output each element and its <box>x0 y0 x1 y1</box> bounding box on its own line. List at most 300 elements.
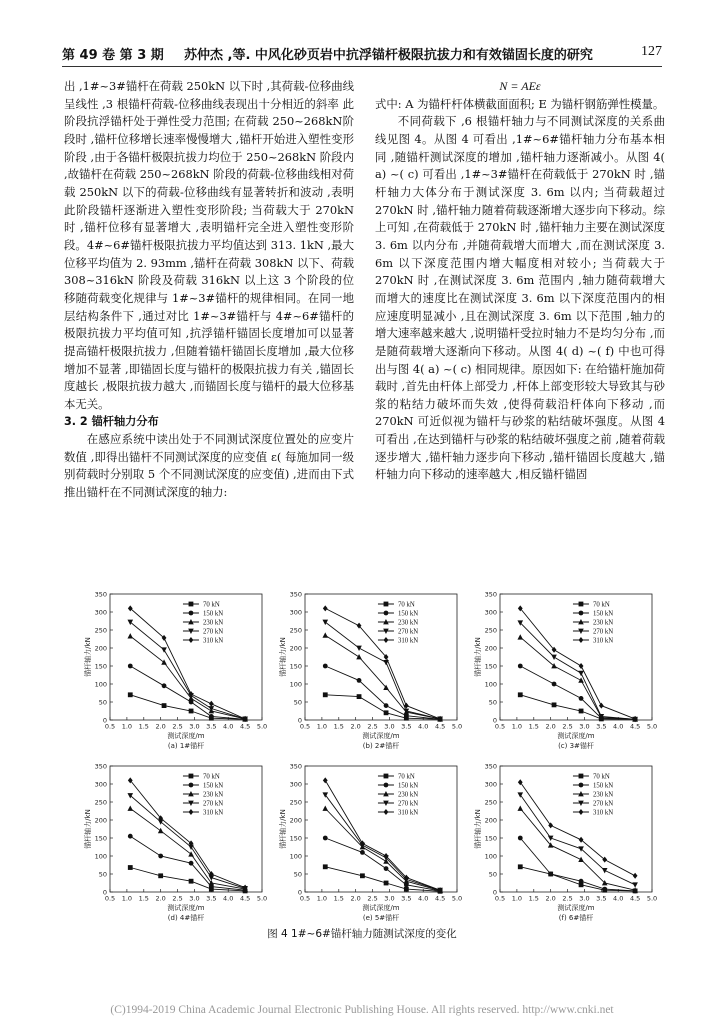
section-heading-3-2: 3. 2 锚杆轴力分布 <box>64 415 159 429</box>
legend-entry: 230 kN <box>202 791 224 799</box>
series-270kn <box>517 792 637 887</box>
data-point <box>323 864 328 869</box>
series-270kn <box>517 620 637 722</box>
legend-entry: 230 kN <box>397 791 419 799</box>
data-point <box>599 703 604 709</box>
y-tick-label: 150 <box>289 662 302 671</box>
chart-svg-4 <box>80 760 270 928</box>
data-point <box>579 709 584 714</box>
legend-marker <box>189 602 194 607</box>
legend-marker <box>579 783 584 788</box>
series-310kn <box>323 605 443 722</box>
series-line <box>520 666 635 719</box>
subfigure-caption: (d) 4#锚杆 <box>167 914 205 922</box>
running-header <box>62 44 662 66</box>
data-point <box>323 605 328 611</box>
y-tick-label: 100 <box>289 852 302 861</box>
y-tick-label: 350 <box>484 762 497 771</box>
y-tick-label: 200 <box>484 816 497 825</box>
legend-entry: 310 kN <box>397 809 419 817</box>
x-tick-label: 3.0 <box>189 722 200 731</box>
copyright-footer: (C)1994-2019 China Academic Journal Electronic Publishing House. All rights reserved. http://www.cnki.net <box>110 1004 614 1016</box>
series-230kn <box>517 805 637 892</box>
y-tick-label: 150 <box>94 834 107 843</box>
x-tick-label: 1.5 <box>528 894 539 903</box>
data-point <box>128 605 133 611</box>
data-point <box>158 828 164 833</box>
x-tick-label: 0.5 <box>299 722 311 731</box>
x-axis-label: 测试深度/m <box>557 732 595 740</box>
legend-entry: 230 kN <box>592 619 614 627</box>
legend-entry: 150 kN <box>202 610 224 618</box>
data-point <box>356 646 362 651</box>
series-line <box>130 619 245 719</box>
series-line <box>130 868 245 891</box>
data-point <box>128 834 133 839</box>
y-tick-label: 50 <box>293 698 302 707</box>
x-tick-label: 1.5 <box>528 722 539 731</box>
legend-marker <box>189 611 194 616</box>
y-axis-label: 锚杆轴力/kN <box>279 637 287 677</box>
legend-entry: 270 kN <box>202 800 224 808</box>
x-tick-label: 3.5 <box>206 722 217 731</box>
series-230kn <box>322 632 442 721</box>
series-line <box>520 695 635 720</box>
data-point <box>158 873 163 878</box>
x-tick-label: 1.0 <box>511 894 523 903</box>
x-tick-label: 2.5 <box>562 894 573 903</box>
data-point <box>360 850 365 855</box>
x-tick-label: 2.5 <box>562 722 573 731</box>
x-tick-label: 0.5 <box>299 894 311 903</box>
data-point <box>322 805 328 810</box>
series-150kn <box>128 664 248 722</box>
legend-entry: 270 kN <box>397 800 419 808</box>
data-point <box>158 854 163 859</box>
chart-svg-6 <box>470 760 660 928</box>
x-tick-label: 3.5 <box>401 722 412 731</box>
data-point <box>579 879 584 884</box>
x-tick-label: 5.0 <box>451 894 463 903</box>
legend-entry: 70 kN <box>202 601 220 609</box>
legend-marker <box>189 783 194 788</box>
x-tick-label: 0.5 <box>494 722 506 731</box>
series-line <box>520 623 635 720</box>
x-tick-label: 1.0 <box>121 722 133 731</box>
series-line <box>130 695 245 720</box>
legend-entry: 310 kN <box>397 637 419 645</box>
series-line <box>520 867 635 891</box>
series-line <box>325 666 440 719</box>
page-number: 127 <box>641 44 662 59</box>
series-line <box>325 838 440 891</box>
legend-marker <box>384 809 389 815</box>
left-paragraph-2: 在感应系统中读出处于不同测试深度位置处的应变片数值 ,即得出锚杆不同测试深度的应变值 ε( 每施加同一级别荷载时分别取 5 个不同测试深度的应变值) ,进而由下式推出锚杆在不同测试深度的轴力: <box>64 432 354 500</box>
legend-entry: 70 kN <box>592 773 610 781</box>
data-point <box>517 805 523 810</box>
y-tick-label: 200 <box>289 644 302 653</box>
series-70kn <box>323 864 443 893</box>
y-tick-label: 200 <box>94 816 107 825</box>
data-point <box>404 887 409 892</box>
right-column <box>375 78 665 484</box>
legend-entry: 70 kN <box>202 773 220 781</box>
data-point <box>161 659 167 664</box>
legend-marker <box>189 637 194 643</box>
data-point <box>189 879 194 884</box>
data-point <box>322 632 328 637</box>
legend-entry: 70 kN <box>397 601 415 609</box>
data-point <box>602 868 608 873</box>
y-tick-label: 100 <box>289 680 302 689</box>
data-point <box>357 678 362 683</box>
series-line <box>130 796 245 889</box>
x-tick-label: 3.5 <box>596 722 607 731</box>
data-point <box>128 664 133 669</box>
data-point <box>323 836 328 841</box>
series-line <box>130 636 245 719</box>
x-tick-label: 4.0 <box>223 894 234 903</box>
y-tick-label: 300 <box>484 608 497 617</box>
y-tick-label: 250 <box>289 798 302 807</box>
data-point <box>632 882 638 887</box>
y-axis-label: 锚杆轴力/kN <box>279 809 287 849</box>
legend-entry: 230 kN <box>397 619 419 627</box>
legend-entry: 310 kN <box>202 809 224 817</box>
subfigure-caption: (e) 5#锚杆 <box>362 914 400 922</box>
legend-marker <box>384 783 389 788</box>
y-tick-label: 250 <box>94 626 107 635</box>
series-270kn <box>322 792 442 893</box>
x-tick-label: 1.5 <box>333 722 344 731</box>
y-tick-label: 150 <box>94 662 107 671</box>
x-tick-label: 4.5 <box>434 894 446 903</box>
y-tick-label: 200 <box>94 644 107 653</box>
data-point <box>162 703 167 708</box>
y-axis-label: 锚杆轴力/kN <box>474 637 482 677</box>
x-tick-label: 2.5 <box>172 722 183 731</box>
legend-entry: 150 kN <box>592 782 614 790</box>
legend-entry: 270 kN <box>592 628 614 636</box>
series-line <box>325 635 440 719</box>
legend-entry: 230 kN <box>202 619 224 627</box>
y-tick-label: 350 <box>289 590 302 599</box>
x-tick-label: 5.0 <box>256 894 268 903</box>
y-tick-label: 300 <box>289 780 302 789</box>
x-tick-label: 3.0 <box>579 894 590 903</box>
legend-entry: 70 kN <box>397 773 415 781</box>
x-tick-label: 4.0 <box>613 894 624 903</box>
series-270kn <box>127 793 247 891</box>
x-tick-label: 1.0 <box>316 722 328 731</box>
legend-marker <box>579 774 584 779</box>
y-tick-label: 250 <box>484 798 497 807</box>
series-230kn <box>127 805 247 891</box>
data-point <box>162 683 167 688</box>
chart-svg-3 <box>470 588 660 756</box>
data-point <box>578 857 584 862</box>
data-point <box>322 620 328 625</box>
y-tick-label: 50 <box>98 870 107 879</box>
left-column <box>64 78 354 502</box>
data-point <box>518 864 523 869</box>
series-70kn <box>128 865 248 893</box>
x-axis-label: 测试深度/m <box>362 904 400 912</box>
data-point <box>189 861 194 866</box>
legend-entry: 150 kN <box>397 610 419 618</box>
series-270kn <box>127 620 247 722</box>
legend-entry: 230 kN <box>592 791 614 799</box>
x-tick-label: 0.5 <box>494 894 506 903</box>
series-230kn <box>127 633 247 721</box>
y-tick-label: 300 <box>289 608 302 617</box>
y-tick-label: 0 <box>297 888 302 897</box>
y-tick-label: 0 <box>102 888 107 897</box>
chart-1 <box>80 588 270 763</box>
data-point <box>602 887 607 892</box>
subfigure-caption: (b) 2#锚杆 <box>362 742 400 750</box>
series-70kn <box>518 864 638 893</box>
chart-svg-2 <box>275 588 465 756</box>
y-tick-label: 0 <box>492 888 497 897</box>
legend-marker <box>384 611 389 616</box>
header-rule <box>62 66 662 67</box>
data-point <box>127 805 133 810</box>
data-point <box>127 620 133 625</box>
data-point <box>579 837 584 843</box>
y-tick-label: 50 <box>488 870 497 879</box>
legend-entry: 150 kN <box>202 782 224 790</box>
series-line <box>130 608 245 719</box>
legend-marker <box>189 774 194 779</box>
data-point <box>323 664 328 669</box>
series-310kn <box>323 777 443 893</box>
x-tick-label: 2.5 <box>172 894 183 903</box>
data-point <box>323 692 328 697</box>
x-axis-label: 测试深度/m <box>167 904 205 912</box>
data-point <box>356 654 362 659</box>
formula-explanation: 式中: A 为锚杆杆体横截面面积; E 为锚杆钢筋弹性模量。 <box>375 96 665 111</box>
data-point <box>384 866 389 871</box>
y-tick-label: 250 <box>289 626 302 635</box>
data-point <box>128 692 133 697</box>
data-point <box>189 709 194 714</box>
y-tick-label: 350 <box>94 590 107 599</box>
series-150kn <box>518 836 638 894</box>
journal-issue: 第 49 卷 第 3 期 <box>62 48 164 63</box>
legend-entry: 270 kN <box>202 628 224 636</box>
x-tick-label: 4.5 <box>629 722 641 731</box>
x-tick-label: 2.0 <box>350 722 361 731</box>
data-point <box>517 634 523 639</box>
legend-entry: 310 kN <box>592 809 614 817</box>
legend-entry: 310 kN <box>202 637 224 645</box>
legend-marker <box>579 602 584 607</box>
data-point <box>209 714 214 719</box>
series-270kn <box>322 620 442 722</box>
x-tick-label: 5.0 <box>256 722 268 731</box>
x-tick-label: 1.0 <box>511 722 523 731</box>
series-line <box>325 780 440 890</box>
series-line <box>520 838 635 891</box>
running-title: 苏仲杰 ,等. 中风化砂页岩中抗浮锚杆极限抗拔力和有效锚固长度的研究 <box>184 48 593 63</box>
x-tick-label: 1.5 <box>138 722 149 731</box>
x-tick-label: 4.5 <box>239 722 251 731</box>
data-point <box>552 682 557 687</box>
x-tick-label: 1.5 <box>138 894 149 903</box>
x-tick-label: 2.5 <box>367 894 378 903</box>
series-70kn <box>128 692 248 721</box>
left-paragraph-1: 出 ,1#~3#锚杆在荷载 250kN 以下时 ,其荷载-位移曲线呈线性 ,3 根锚杆荷载-位移曲线表现出十分相近的斜率 此阶段抗浮锚杆处于弹性受力范围; 在荷载 250~268kN阶段时 ,锚杆位移增长速率慢慢增大 ,锚杆开始进入塑性变形阶段 ,由于各锚杆极限抗拔力均位于 250~268kN 阶段内 ,故锚杆在荷载 250~268kN 阶段的荷载-位移曲线相对荷载 250kN 以下的荷载-位移曲线有显著转折和波动 ,表明此阶段锚杆逐渐进入塑性变形阶段; 当荷载大于 270kN 时 ,锚杆位移有显著增大 ,表明锚杆完全进入塑性变形阶段。4#~6#锚杆极限抗拔力平均值达到 313. 1kN ,最大位移平均值为 2. 93mm ,锚杆在荷载 308kN 以下、荷载 308~316kN 阶段及荷载 316kN 以上这 3 个阶段的位移随荷载变化规律与 1#~3#锚杆的规律相同。在同一地层结构条件下 ,通过对比 1#~3#锚杆与 4#~6#锚杆的极限抗拔力平均值可知 ,抗浮锚杆锚固长度增加可以显著提高锚杆极限抗拔力 ,但随着锚杆锚固长度增加 ,最大位移增加不显著 ,即锚固长度与锚杆的极限抗拔力有关 ,锚固长度越长 ,极限抗拔力越大 ,而锚固长度与锚杆的最大位移基本无关。 <box>64 79 354 411</box>
data-point <box>548 872 553 877</box>
legend-entry: 270 kN <box>592 800 614 808</box>
series-line <box>130 809 245 890</box>
x-tick-label: 2.5 <box>367 722 378 731</box>
data-point <box>384 703 389 708</box>
x-tick-label: 1.0 <box>316 894 328 903</box>
data-point <box>518 692 523 697</box>
y-axis-label: 锚杆轴力/kN <box>84 809 92 849</box>
legend-marker <box>384 774 389 779</box>
y-tick-label: 0 <box>297 716 302 725</box>
y-tick-label: 0 <box>102 716 107 725</box>
data-point <box>518 664 523 669</box>
figure-4 <box>80 588 660 948</box>
y-axis-label: 锚杆轴力/kN <box>474 809 482 849</box>
data-point <box>360 873 365 878</box>
x-tick-label: 4.5 <box>434 722 446 731</box>
data-point <box>357 694 362 699</box>
x-tick-label: 4.5 <box>629 894 641 903</box>
x-tick-label: 4.0 <box>613 722 624 731</box>
x-tick-label: 3.0 <box>384 894 395 903</box>
data-point <box>209 701 214 707</box>
data-point <box>579 663 584 669</box>
subfigure-caption: (c) 3#锚杆 <box>558 742 594 750</box>
y-tick-label: 100 <box>484 852 497 861</box>
data-point <box>551 655 557 660</box>
legend-marker <box>189 809 194 815</box>
x-tick-label: 3.5 <box>206 894 217 903</box>
y-tick-label: 300 <box>94 780 107 789</box>
chart-5 <box>275 760 465 935</box>
data-point <box>552 702 557 707</box>
data-point <box>579 696 584 701</box>
x-tick-label: 2.0 <box>545 894 556 903</box>
series-line <box>325 619 440 719</box>
y-tick-label: 150 <box>484 662 497 671</box>
x-tick-label: 4.5 <box>239 894 251 903</box>
x-tick-label: 5.0 <box>646 894 658 903</box>
y-tick-label: 200 <box>484 644 497 653</box>
data-point <box>384 710 389 715</box>
x-tick-label: 3.0 <box>384 722 395 731</box>
y-tick-label: 150 <box>484 834 497 843</box>
y-tick-label: 100 <box>484 680 497 689</box>
x-tick-label: 2.0 <box>155 894 166 903</box>
chart-svg-5 <box>275 760 465 928</box>
y-tick-label: 250 <box>94 798 107 807</box>
subfigure-caption: (f) 6#锚杆 <box>558 914 594 922</box>
legend-entry: 310 kN <box>592 637 614 645</box>
data-point <box>518 836 523 841</box>
series-line <box>520 608 635 719</box>
x-tick-label: 2.0 <box>545 722 556 731</box>
axial-force-formula: N = AEε <box>499 79 541 93</box>
legend-entry: 70 kN <box>592 601 610 609</box>
subfigure-caption: (a) 1#锚杆 <box>167 742 205 750</box>
data-point <box>188 851 194 856</box>
y-tick-label: 100 <box>94 852 107 861</box>
series-line <box>520 809 635 891</box>
y-tick-label: 350 <box>289 762 302 771</box>
y-tick-label: 350 <box>484 590 497 599</box>
y-tick-label: 150 <box>289 834 302 843</box>
chart-2 <box>275 588 465 763</box>
chart-4 <box>80 760 270 935</box>
x-tick-label: 0.5 <box>104 722 116 731</box>
legend-marker <box>579 611 584 616</box>
chart-3 <box>470 588 660 763</box>
series-230kn <box>322 805 442 892</box>
data-point <box>128 865 133 870</box>
series-line <box>130 780 245 887</box>
data-point <box>162 635 167 641</box>
series-310kn <box>518 605 638 722</box>
data-point <box>633 873 638 879</box>
legend-entry: 150 kN <box>592 610 614 618</box>
x-tick-label: 3.0 <box>579 722 590 731</box>
y-tick-label: 200 <box>289 816 302 825</box>
x-axis-label: 测试深度/m <box>362 732 400 740</box>
x-tick-label: 4.0 <box>418 722 429 731</box>
x-tick-label: 1.5 <box>333 894 344 903</box>
y-tick-label: 350 <box>94 762 107 771</box>
series-310kn <box>128 605 248 722</box>
x-tick-label: 5.0 <box>451 722 463 731</box>
y-tick-label: 50 <box>488 698 497 707</box>
right-paragraph-2: 不同荷载下 ,6 根锚杆轴力与不同测试深度的关系曲线见图 4。从图 4 可看出 ,1#~6#锚杆轴力分布基本相同 ,随锚杆测试深度的增加 ,锚杆轴力逐渐减小。从图 4( a) ~( c) 可看出 ,1#~3#锚杆在荷载低于 270kN 时 ,锚杆轴力大体分布于测试深度 3. 6m 以内; 当荷载超过 270kN 时 ,锚杆轴力随着荷载逐渐增大逐步向下移动。综上可知 ,在荷载低于 270kN 时 ,锚杆轴力主要在测试深度 3. 6m 以内分布 ,并随荷载增大而增大 ,而在测试深度 3. 6m 以下深度范围内增大幅度相对较小; 当荷载大于 270kN 时 ,在测试深度 3. 6m 范围内 ,轴力随荷载增大而增大的速度比在测试深度 3. 6m 以下深度范围内的相应速度明显减小 ,且在测试深度 3. 6m 以下范围 ,轴力的增大速率越来越大 ,说明锚杆受拉时轴力不是均匀分布 ,而是随荷载增大逐渐向下移动。从图 4( d) ~( f) 中也可得出与图 4( a) ~( c) 相同规律。原因如下: 在给锚杆施加荷载时 ,首先由杆体上部受力 ,杆体上部变形较大导致其与砂浆的粘结力破坏而失效 ,使得荷载沿杆体向下移动 ,而 270kN 可近似视为锚杆与砂浆的粘结破坏强度。从图 4 可看出 ,在达到锚杆与砂浆的粘结破坏强度之前 ,随着荷载逐步增大 ,锚杆轴力逐步向下移动 ,锚杆锚固长度越大 ,锚杆轴力向下移动的速率越大 ,相反锚杆锚固 <box>375 114 665 482</box>
chart-svg-1 <box>80 588 270 756</box>
data-point <box>384 881 389 886</box>
data-point <box>578 671 584 676</box>
x-tick-label: 2.0 <box>155 722 166 731</box>
x-tick-label: 1.0 <box>121 894 133 903</box>
x-tick-label: 4.0 <box>418 894 429 903</box>
x-tick-label: 5.0 <box>646 722 658 731</box>
y-tick-label: 100 <box>94 680 107 689</box>
series-line <box>325 809 440 891</box>
x-tick-label: 3.0 <box>189 894 200 903</box>
y-tick-label: 0 <box>492 716 497 725</box>
legend-marker <box>579 809 584 815</box>
y-tick-label: 300 <box>484 780 497 789</box>
legend-entry: 150 kN <box>397 782 419 790</box>
series-230kn <box>517 634 637 721</box>
legend-marker <box>384 637 389 643</box>
figure-caption: 图 4 1#~6#锚杆轴力随测试深度的变化 <box>267 928 457 940</box>
x-axis-label: 测试深度/m <box>167 732 205 740</box>
data-point <box>161 647 167 652</box>
y-tick-label: 250 <box>484 626 497 635</box>
x-axis-label: 测试深度/m <box>557 904 595 912</box>
legend-marker <box>384 602 389 607</box>
x-tick-label: 2.0 <box>350 894 361 903</box>
x-tick-label: 0.5 <box>104 894 116 903</box>
x-tick-label: 4.0 <box>223 722 234 731</box>
y-tick-label: 300 <box>94 608 107 617</box>
y-axis-label: 锚杆轴力/kN <box>84 637 92 677</box>
